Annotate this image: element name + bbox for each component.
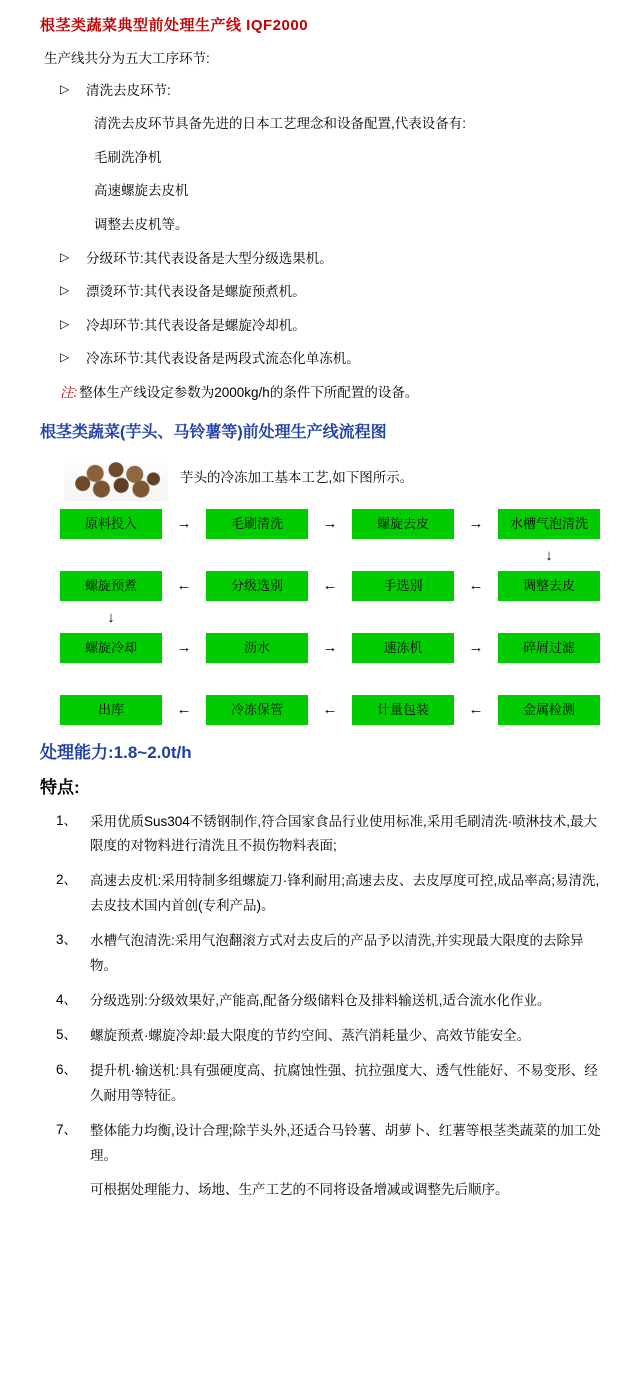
list-item — [60, 248, 624, 270]
list-item-label: 冷却环节:其代表设备是螺旋冷却机。 — [86, 317, 306, 333]
list-item — [60, 315, 624, 337]
flow-connector-empty — [498, 605, 600, 631]
flow-spacer — [454, 605, 498, 631]
arrow-left-icon: ← — [176, 701, 192, 719]
list-item — [56, 810, 624, 860]
arrow-left-icon: ← — [322, 577, 338, 595]
triangle-bullet-icon: ▷ — [60, 316, 70, 331]
flow-connector-empty — [498, 667, 600, 693]
note-paragraph — [60, 382, 624, 404]
list-item — [56, 1119, 624, 1169]
flow-spacer — [162, 667, 206, 693]
arrow-right-icon: → — [322, 515, 338, 533]
list-item — [56, 1024, 624, 1049]
triangle-bullet-icon: ▷ — [60, 249, 70, 264]
flow-box: 螺旋去皮 — [352, 509, 454, 539]
flow-connector-row — [60, 543, 624, 569]
list-item-label: 高速去皮机:采用特制多组螺旋刀·锋利耐用;高速去皮、去皮厚度可控,成品率高;易清洗,去皮技术国内首创(专利产品)。 — [90, 873, 600, 914]
arrow-right-icon: → — [468, 639, 484, 657]
list-item-label: 冷冻环节:其代表设备是两段式流态化单冻机。 — [86, 351, 360, 367]
flow-box: 调整去皮 — [498, 571, 600, 601]
sub-paragraph: 高速螺旋去皮机 — [94, 183, 189, 199]
flow-box: 螺旋冷却 — [60, 633, 162, 663]
arrow-right-icon: → — [468, 515, 484, 533]
triangle-bullet-icon: ▷ — [60, 350, 70, 365]
note-label: 注: — [60, 384, 78, 400]
list-item — [56, 1059, 624, 1109]
list-item-label: 采用优质Sus304不锈钢制作,符合国家食品行业使用标准,采用毛刷清洗·喷淋技术,最大限度的对物料进行清洗且不损伤物料表面; — [90, 813, 598, 854]
flow-connector-empty — [206, 543, 308, 569]
sub-paragraph: 毛刷洗净机 — [94, 149, 162, 165]
list-item — [56, 929, 624, 979]
list-item-number: 3、 — [56, 932, 78, 948]
list-item — [56, 869, 624, 919]
flow-box: 冷冻保管 — [206, 695, 308, 725]
flow-spacer — [308, 605, 352, 631]
list-item-label: 整体能力均衡,设计合理;除芋头外,还适合马铃薯、胡萝卜、红薯等根茎类蔬菜的加工处理。 — [90, 1123, 601, 1164]
note-text: 整体生产线设定参数为2000kg/h的条件下所配置的设备。 — [79, 384, 419, 400]
list-item — [56, 989, 624, 1014]
capacity-heading: 处理能力:1.8~2.0t/h — [40, 743, 192, 763]
list-item-number: 6、 — [56, 1062, 78, 1078]
flow-row — [60, 571, 624, 601]
flow-box: 碎屑过滤 — [498, 633, 600, 663]
flow-spacer — [162, 605, 206, 631]
features-heading: 特点: — [40, 778, 80, 798]
arrow-left-icon: ← — [468, 701, 484, 719]
flow-row — [60, 695, 624, 725]
photo-caption: 芋头的冷冻加工基本工艺,如下图所示。 — [180, 470, 414, 486]
arrow-down-icon: ↓ — [545, 547, 553, 565]
arrow-down-icon: ↓ — [107, 609, 115, 627]
arrow-right-icon: → — [176, 515, 192, 533]
arrow-left-icon: ← — [176, 577, 192, 595]
flow-connector-empty — [60, 667, 162, 693]
flow-box: 速冻机 — [352, 633, 454, 663]
list-item-number: 4、 — [56, 992, 78, 1008]
section-title: 根茎类蔬菜(芋头、马铃薯等)前处理生产线流程图 — [40, 423, 387, 441]
intro-paragraph: 生产线共分为五大工序环节: — [44, 51, 210, 66]
flow-spacer — [308, 543, 352, 569]
flow-row — [60, 509, 624, 539]
list-item-number: 7、 — [56, 1122, 78, 1138]
triangle-bullet-icon: ▷ — [60, 283, 70, 298]
list-item-number: 1、 — [56, 812, 78, 828]
flow-box: 分级选别 — [206, 571, 308, 601]
flow-box: 毛刷清洗 — [206, 509, 308, 539]
closing-paragraph: 可根据处理能力、场地、生产工艺的不同将设备增减或调整先后顺序。 — [90, 1182, 509, 1198]
list-item-label: 提升机·输送机:具有强硬度高、抗腐蚀性强、抗拉强度大、透气性能好、不易变形、经久耐用等特征。 — [90, 1063, 598, 1104]
flow-connector-empty — [60, 543, 162, 569]
list-item-number: 5、 — [56, 1027, 78, 1043]
flow-spacer — [308, 667, 352, 693]
list-item-label: 水槽气泡清洗:采用气泡翻滚方式对去皮后的产品予以清洗,并实现最大限度的去除异物。 — [90, 933, 584, 974]
triangle-bullet-icon: ▷ — [60, 81, 70, 96]
flow-spacer — [454, 667, 498, 693]
arrow-left-icon: ← — [322, 701, 338, 719]
flow-box: 出库 — [60, 695, 162, 725]
list-item-label: 分级选别:分级效果好,产能高,配备分级储料仓及排料输送机,适合流水化作业。 — [90, 993, 551, 1009]
list-item-number: 2、 — [56, 872, 78, 888]
flow-connector-row — [60, 667, 624, 693]
flow-spacer — [162, 543, 206, 569]
page-title: 根茎类蔬菜典型前处理生产线 IQF2000 — [40, 17, 309, 34]
process-flow-diagram — [60, 509, 624, 725]
flow-box: 手选别 — [352, 571, 454, 601]
list-item — [60, 281, 624, 303]
photo-row — [64, 455, 624, 501]
arrow-right-icon: → — [322, 639, 338, 657]
taro-photo — [64, 455, 168, 501]
flow-box: 计量包装 — [352, 695, 454, 725]
flow-box: 原料投入 — [60, 509, 162, 539]
sub-paragraph: 清洗去皮环节具备先进的日本工艺理念和设备配置,代表设备有: — [94, 116, 467, 132]
flow-box: 金属检测 — [498, 695, 600, 725]
flow-connector-empty — [206, 605, 308, 631]
flow-connector-empty — [206, 667, 308, 693]
flow-connector-empty — [352, 543, 454, 569]
arrow-right-icon: → — [176, 639, 192, 657]
flow-connector-empty — [352, 605, 454, 631]
flow-connector-empty — [352, 667, 454, 693]
flow-box: 水槽气泡清洗 — [498, 509, 600, 539]
list-item-label: 清洗去皮环节: — [86, 82, 171, 98]
list-item — [60, 80, 624, 102]
flow-row — [60, 633, 624, 663]
list-item-label: 漂烫环节:其代表设备是螺旋预煮机。 — [86, 284, 306, 300]
flow-box: 沥水 — [206, 633, 308, 663]
list-item-label: 分级环节:其代表设备是大型分级选果机。 — [86, 250, 333, 266]
flow-box: 螺旋预煮 — [60, 571, 162, 601]
list-item-label: 螺旋预煮·螺旋冷却:最大限度的节约空间、蒸汽消耗量少、高效节能安全。 — [90, 1028, 531, 1044]
flow-spacer — [454, 543, 498, 569]
list-item — [60, 348, 624, 370]
sub-paragraph: 调整去皮机等。 — [94, 216, 189, 232]
arrow-left-icon: ← — [468, 577, 484, 595]
flow-connector-row — [60, 605, 624, 631]
